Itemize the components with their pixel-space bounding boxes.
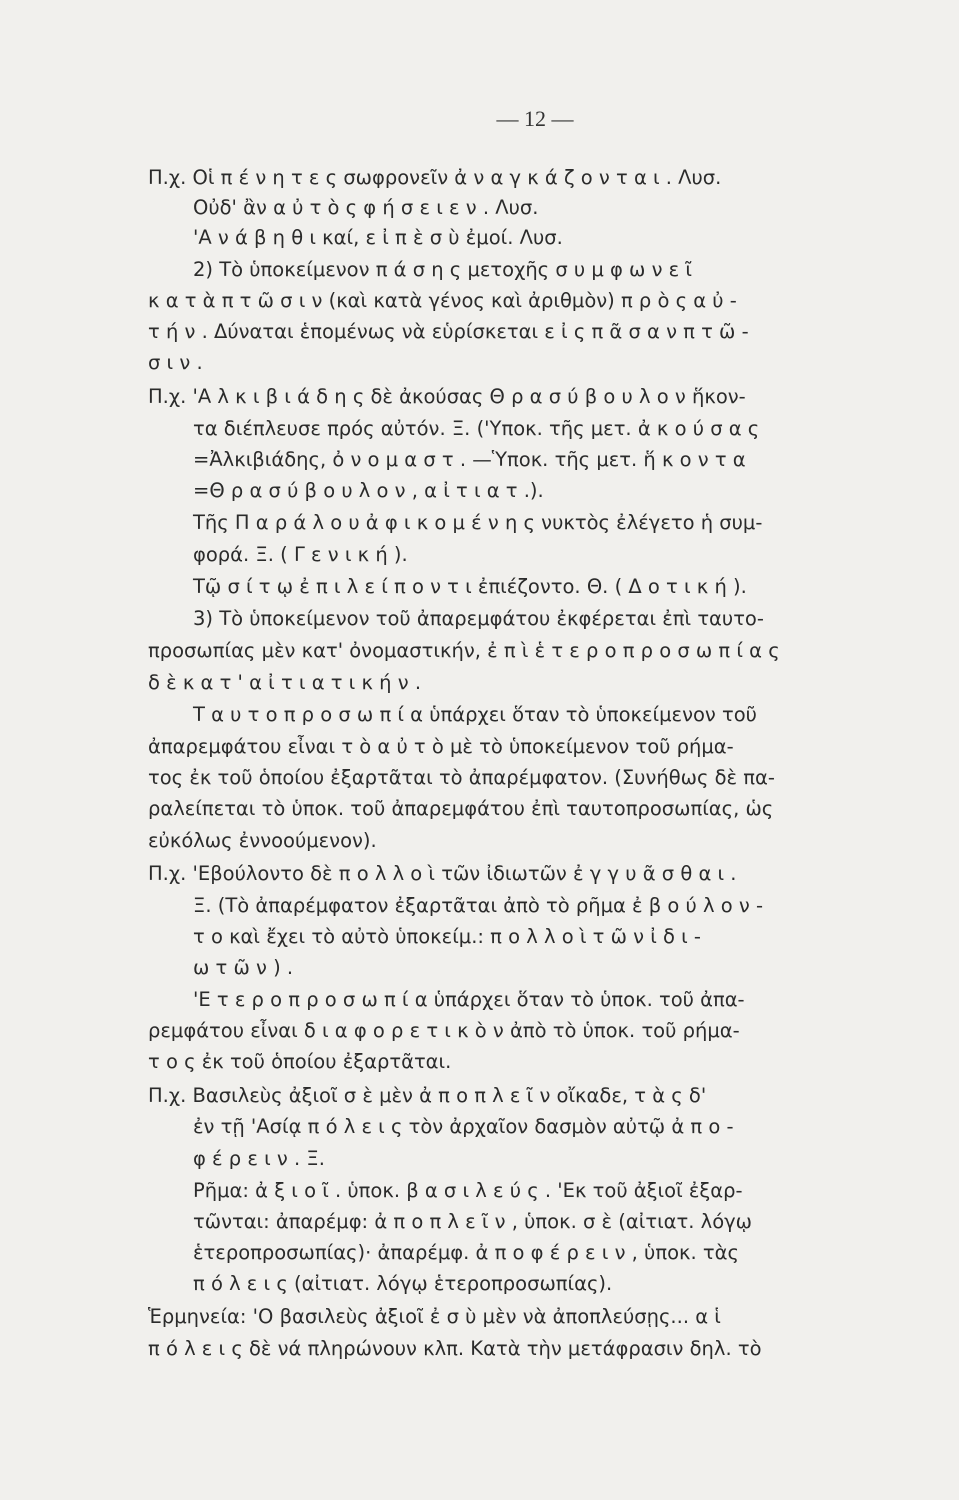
text-line: Π.χ. Οἱ π έ ν η τ ε ς σωφρονεῖν ἀ ν α γ κ ά ζ ο ν τ α ι . Λυσ. xyxy=(148,166,722,189)
text-line: ἀπαρεμφάτου εἶναι τ ὸ α ὐ τ ὸ μὲ τὸ ὑποκείμενον τοῦ ρήμα- xyxy=(148,735,734,758)
text-line: Τῆς Π α ρ ά λ ο υ ἀ φ ι κ ο μ έ ν η ς νυκτὸς ἐλέγετο ἡ συμ- xyxy=(193,511,763,534)
text-line: 'Ε τ ε ρ ο π ρ ο σ ω π ί α ὑπάρχει ὅταν τὸ ὑποκ. τοῦ ἀπα- xyxy=(193,988,745,1011)
text-line: φορά. Ξ. ( Γ ε ν ι κ ή ). xyxy=(193,543,408,566)
text-line: Οὐδ' ἂν α ὐ τ ὸ ς φ ή σ ε ι ε ν . Λυσ. xyxy=(193,196,539,219)
text-line: τ ή ν . Δύναται ἑπομένως νὰ εὑρίσκεται ε ἰ ς π ᾶ σ α ν π τ ῶ - xyxy=(148,320,749,343)
text-line: φ έ ρ ε ι ν . Ξ. xyxy=(193,1147,325,1170)
text-line: τος ἐκ τοῦ ὁποίου ἐξαρτᾶται τὸ ἀπαρέμφατον. (Συνήθως δὲ πα- xyxy=(148,766,775,789)
text-line: ω τ ῶ ν ) . xyxy=(193,956,294,979)
text-line: π ό λ ε ι ς (αἰτιατ. λόγῳ ἑτεροπροσωπίας). xyxy=(193,1272,613,1295)
text-line: Π.χ. Βασιλεὺς ἀξιοῖ σ ὲ μὲν ἀ π ο π λ ε ῖ ν οἴκαδε, τ ὰ ς δ' xyxy=(148,1084,707,1107)
text-line: προσωπίας μὲν κατ' ὀνομαστικήν, ἐ π ὶ ἑ τ ε ρ ο π ρ ο σ ω π ί α ς xyxy=(148,639,780,662)
text-line: Ρῆμα: ἀ ξ ι ο ῖ . ὑποκ. β α σ ι λ ε ύ ς . 'Εκ τοῦ ἀξιοῖ ἐξαρ- xyxy=(193,1179,743,1202)
text-line: Ἑρμηνεία: 'Ο βασιλεὺς ἀξιοῖ ἐ σ ὺ μὲν νὰ ἀποπλεύσῃς... α ἱ xyxy=(148,1305,721,1328)
page-number: — 12 — xyxy=(496,106,574,131)
text-line: Π.χ. 'Εβούλοντο δὲ π ο λ λ ο ὶ τῶν ἰδιωτῶν ἐ γ γ υ ᾶ σ θ α ι . xyxy=(148,862,737,885)
text-line: τ ο καὶ ἔχει τὸ αὐτὸ ὑποκείμ.: π ο λ λ ο ὶ τ ῶ ν ἰ δ ι - xyxy=(193,925,701,948)
text-line: δ ὲ κ α τ ' α ἰ τ ι α τ ι κ ή ν . xyxy=(148,671,422,694)
text-line: εὐκόλως ἐννοούμενον). xyxy=(148,829,377,852)
text-line: τα διέπλευσε πρός αὐτόν. Ξ. ('Υποκ. τῆς μετ. ἀ κ ο ύ σ α ς xyxy=(193,417,760,440)
text-line: σ ι ν . xyxy=(148,351,203,374)
text-line: ἐν τῇ 'Ασίᾳ π ό λ ε ι ς τὸν ἀρχαῖον δασμὸν αὐτῷ ἀ π ο - xyxy=(193,1115,734,1138)
text-line: =Ἀλκιβιάδης, ὀ ν ο μ α σ τ . —Ὑποκ. τῆς μετ. ἥ κ ο ν τ α xyxy=(193,448,746,471)
text-line: ραλείπεται τὸ ὑποκ. τοῦ ἀπαρεμφάτου ἐπὶ ταυτοπροσωπίας, ὡς xyxy=(148,797,774,820)
text-line: Π.χ. 'Α λ κ ι β ι ά δ η ς δὲ ἀκούσας Θ ρ α σ ύ β ο υ λ ο ν ἥκον- xyxy=(148,385,746,408)
text-line: =Θ ρ α σ ύ β ο υ λ ο ν , α ἰ τ ι α τ .). xyxy=(193,479,544,502)
text-line: 2) Τὸ ὑποκείμενον π ά σ η ς μετοχῆς σ υ μ φ ω ν ε ῖ xyxy=(193,258,692,281)
text-line: κ α τ ὰ π τ ῶ σ ι ν (καὶ κατὰ γένος καὶ ἀριθμὸν) π ρ ὸ ς α ὐ - xyxy=(148,289,737,312)
text-line: Ξ. (Τὸ ἀπαρέμφατον ἐξαρτᾶται ἀπὸ τὸ ρῆμα ἐ β ο ύ λ ο ν - xyxy=(193,894,764,917)
text-line: ρεμφάτου εἶναι δ ι α φ ο ρ ε τ ι κ ὸ ν ἀπὸ τὸ ὑποκ. τοῦ ρήμα- xyxy=(148,1019,740,1042)
text-line: Τ α υ τ ο π ρ ο σ ω π ί α ὑπάρχει ὅταν τὸ ὑποκείμενον τοῦ xyxy=(193,703,757,726)
text-line: τ ο ς ἐκ τοῦ ὁποίου ἐξαρτᾶται. xyxy=(148,1050,452,1073)
text-line: Τῷ σ ί τ ῳ ἐ π ι λ ε ί π ο ν τ ι ἐπιέζοντο. Θ. ( Δ ο τ ι κ ή ). xyxy=(193,575,747,598)
text-line: π ό λ ε ι ς δὲ νά πληρώνουν κλπ. Κατὰ τὴν μετάφρασιν δηλ. τὸ xyxy=(148,1337,762,1360)
text-line: τῶνται: ἀπαρέμφ: ἀ π ο π λ ε ῖ ν , ὑποκ. σ ὲ (αἰτιατ. λόγῳ xyxy=(193,1210,753,1233)
text-line: ἑτεροπροσωπίας)· ἀπαρέμφ. ἀ π ο φ έ ρ ε ι ν , ὑποκ. τὰς xyxy=(193,1241,739,1264)
text-line: 3) Τὸ ὑποκείμενον τοῦ ἀπαρεμφάτου ἐκφέρεται ἐπὶ ταυτο- xyxy=(193,607,764,630)
text-line: 'Α ν ά β η θ ι καί, ε ἰ π ὲ σ ὺ ἐμοί. Λυσ. xyxy=(193,226,563,249)
